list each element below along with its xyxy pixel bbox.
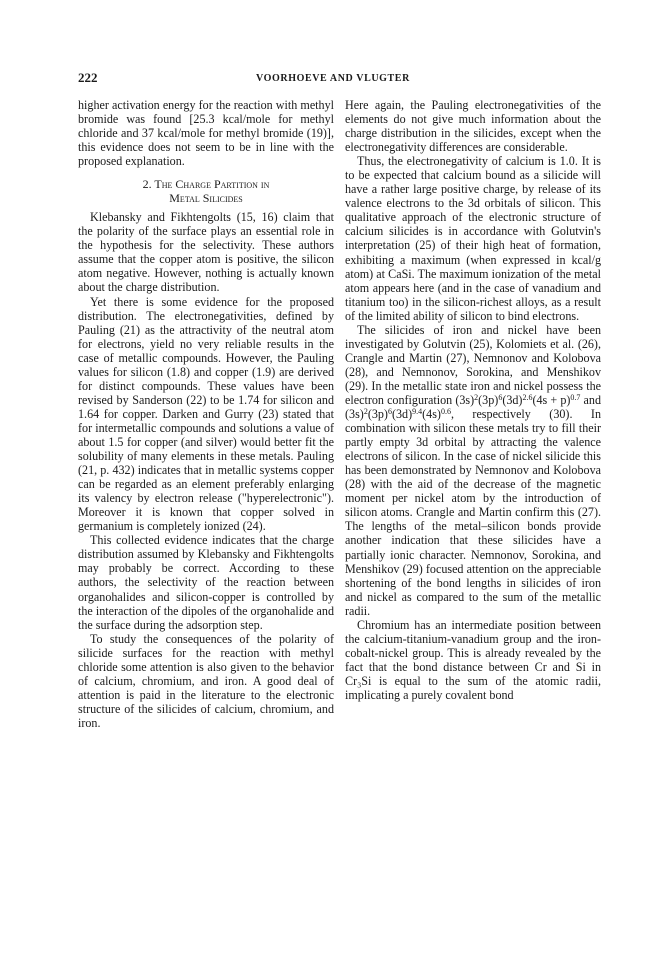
running-head: VOORHOEVE AND VLUGTER [256,73,410,84]
section-heading-line: 2. The Charge Partition in [142,177,270,192]
superscript: 2 [474,392,479,402]
paragraph: This collected evidence indicates that the charge distribution assumed by Klebansky and Fikhtengolts may probably be correct. According to these authors, the selectivity of the reaction between organohalides and silicon-copper is controlled by the interaction of the dipoles of the organohalide and the surface during the adsorption step. [78,533,334,632]
superscript: 6 [387,407,392,417]
superscript: 0.7 [570,392,581,402]
page-number: 222 [78,70,98,85]
right-column [345,98,601,702]
text-run: (3d) [391,407,413,422]
section-heading [78,177,334,205]
text-run: , respectively (30). In combination with silicon these metals try to fill their partly empty 3d orbital by attracting the valence electrons of silicon. In the case of nickel silicide this has been demonstrated by Nemnonov and Kolobova (28) with the aid of the decrease of the magnetic moment per nickel atom by the introduction of silicon atoms. Crangle and Martin confirm this (27). The lengths of the metal–silicon bonds provide another indication that these silicides have a partially ionic character. Nemnonov, Sorokina, and Menshikov (29) focused attention on the appreciable shortening of the bond lengths in silicides of iron and nickel as compared to the sum of the metallic radii. [345,407,601,618]
paragraph: Klebansky and Fikhtengolts (15, 16) claim that the polarity of the surface plays an essential role in the hypothesis for the selectivity. These authors assume that the copper atom is positive, the silicon atom negative. However, nothing is actually known about the charge distribution. [78,210,334,295]
paragraph: Thus, the electronegativity of calcium is 1.0. It is to be expected that calcium bound as a silicide will have a rather large positive charge, by release of its valence electrons to the 3d orbitals of silicon. This qualitative approach of the electronic structure of calcium silicides is in accordance with Golutvin's interpretation (25) of their high heat of formation, exhibiting a maximum (when expressed in kcal/g atom) at CaSi. The maximum ionization of the metal atom appears here (and in the case of vanadium and titanium too) in the silicon-richest alloys, as a result of the limited ability of silicon to bind electrons. [345,154,601,323]
paragraph: Yet there is some evidence for the proposed distribution. The electronegativities, defined by Pauling (21) as the attractivity of the neutral atom for electrons, yield no very reliable results in the case of metallic compounds. However, the Pauling values for silicon (1.8) and copper (1.9) are derived for distinct compounds. These values have been revised by Sanderson (22) to be 1.74 for silicon and 1.64 for copper. Darken and Gurry (23) stated that for intermetallic compounds and solutions a value of about 1.5 for copper (and silver) would better fit the solubility of many elements in these metals. Pauling (21, p. 432) indicates that in metallic systems copper can be regarded as an element preferably enlarging its valency by electron release ("hyperelectronic"). Moreover it is known that copper solved in germanium is completely ionized (24). [78,294,334,534]
section-heading-line: Metal Silicides [169,191,243,206]
paragraph: To study the consequences of the polarity of silicide surfaces for the reaction with methyl chloride some attention is also given to the behavior of calcium, chromium, and iron. A good deal of attention is paid in the literature to the electronic structure of the silicides of calcium, chromium, and iron. [78,631,334,730]
text-run: (4s + p) [532,392,571,407]
text-run: (3p) [478,392,499,407]
paragraph: Here again, the Pauling electronegativities of the elements do not give much information about the charge distribution in the silicides, except when the electronegativity differences are considerable. [345,98,601,155]
left-column [78,98,334,730]
superscript: 0.6 [440,407,451,417]
superscript: 2 [363,407,368,417]
text-run: (3d) [502,392,523,407]
paragraph: higher activation energy for the reaction with methyl bromide was found [25.3 kcal/mole for methyl chloride and 37 kcal/mole for methyl bromide (19)], this evidence does not seem to be in line with the proposed explanation. [78,98,334,169]
text-run: (4s) [422,407,441,422]
paragraph [345,323,601,618]
text-run: and (3s) [345,392,601,422]
superscript: 6 [498,392,503,402]
superscript: 9.4 [412,407,423,417]
paragraph: Chromium has an intermediate position between the calcium-titanium-vanadium group and the iron-cobalt-nickel group. This is already revealed by the fact that the bond distance between Cr and Si in Cr₃Si is equal to the sum of the atomic radii, implicating a purely covalent bond [345,617,601,702]
text-run: (3p) [367,407,388,422]
text-run: The silicides of iron and nickel have been investigated by Golutvin (25), Kolomiets et al. (26), Crangle and Martin (27), Nemnonov and Kolobova (28), and Nemnonov, Sorokina, and Menshikov (29). In the metallic state iron and nickel possess the electron configuration (3s) [345,322,601,407]
superscript: 2.6 [522,392,533,402]
